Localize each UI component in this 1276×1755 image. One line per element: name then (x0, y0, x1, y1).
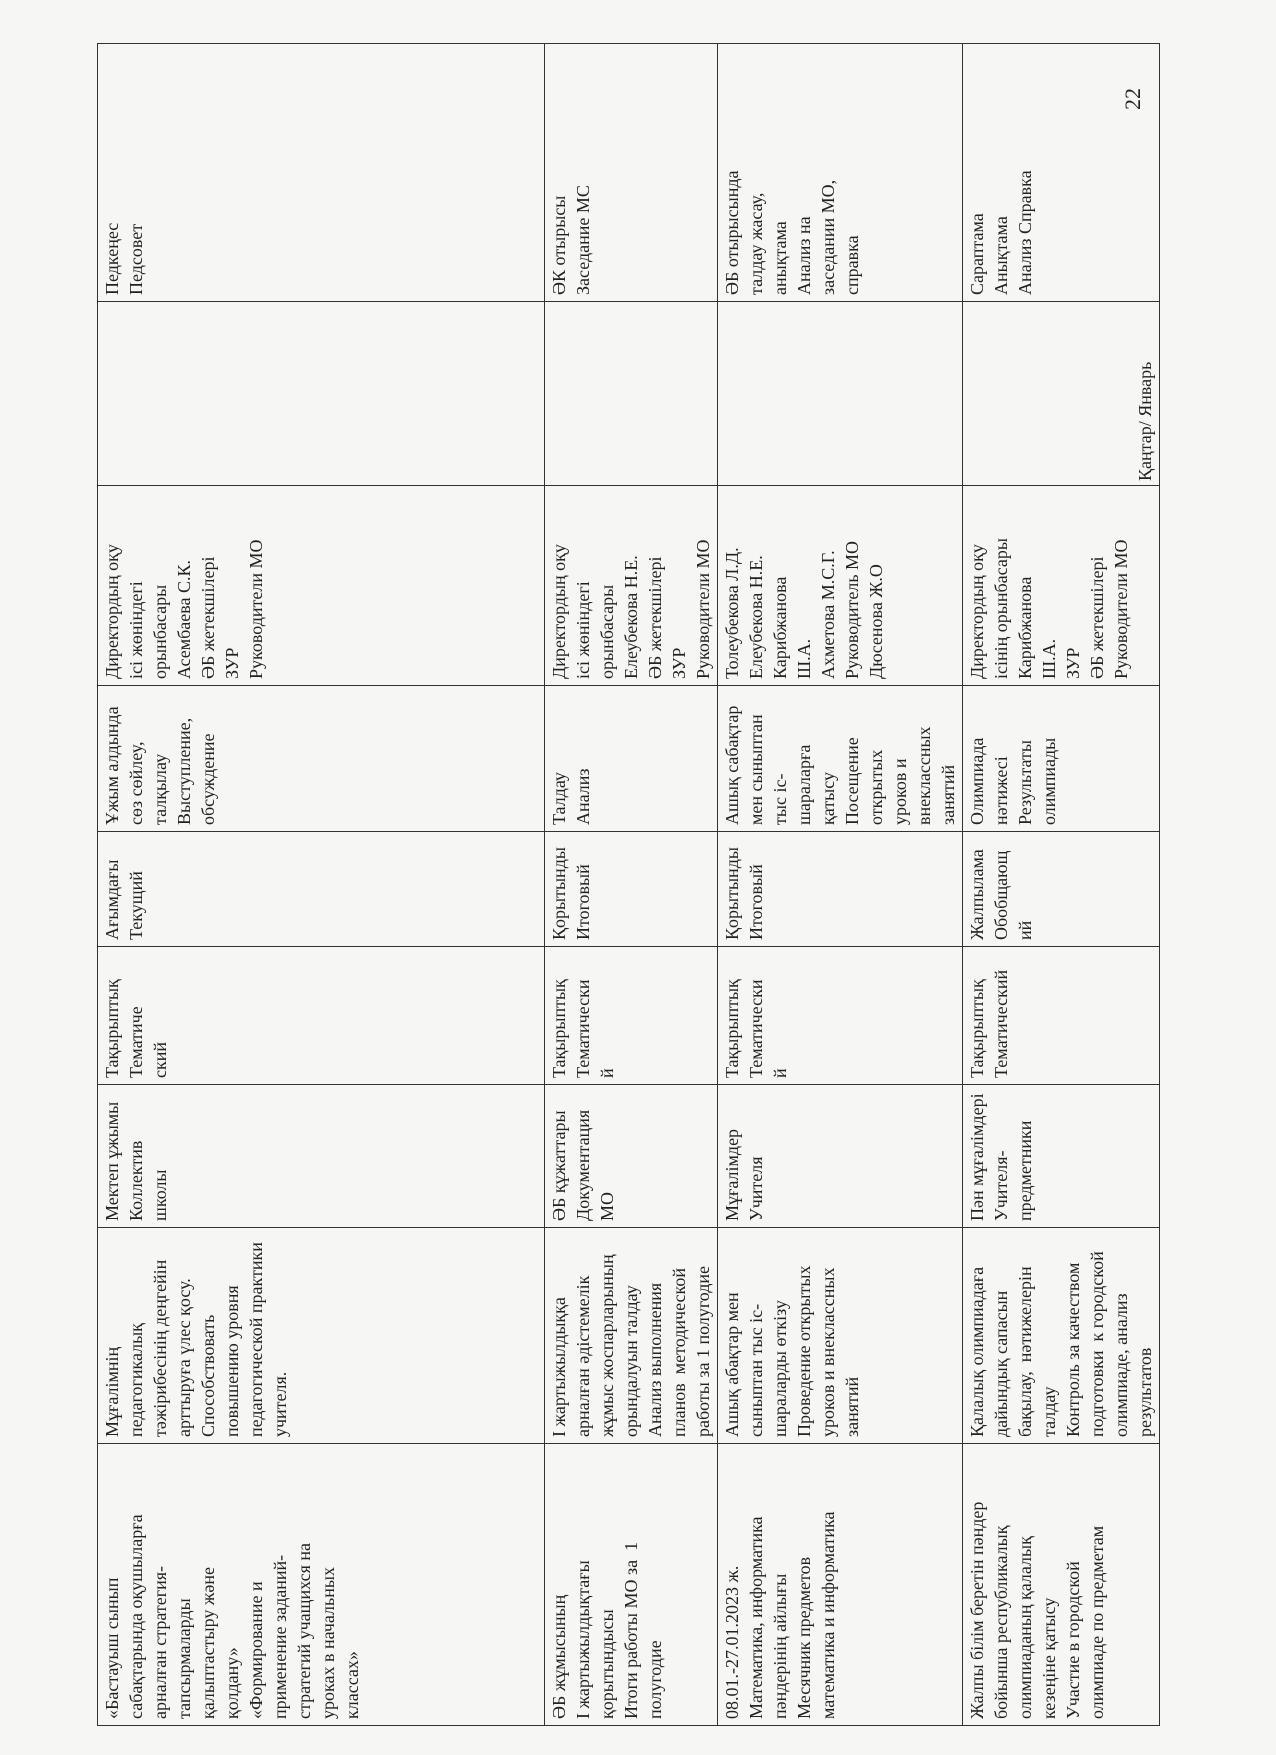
cell-text: сабақтарында оқушыларға (126, 1514, 146, 1719)
cell-text: ӘБ отырысында (722, 170, 742, 295)
cell-text: қорытындысы (597, 1609, 617, 1719)
cell-text: мен сыныптан (746, 714, 766, 825)
cell-text: Директордың оқу (967, 544, 987, 679)
cell-month (98, 302, 545, 486)
cell-text: кезеңіне қатысу (1039, 1597, 1059, 1719)
cell-result (545, 44, 718, 302)
cell-text: школы (150, 1169, 170, 1221)
cell-text: Результаты (1015, 740, 1035, 825)
cell-text: Итоговый (746, 864, 766, 940)
cell-text: Анализ (573, 768, 593, 825)
cell-text: работы за 1 полугодие (693, 1265, 713, 1437)
cell-text: Участие в городской (1063, 1561, 1083, 1719)
cell-text: орынбасары (597, 584, 617, 679)
cell-text: Обобщающ (991, 850, 1011, 940)
cell-text: справка (842, 235, 862, 295)
cell-text: қалыптастыру және (198, 1567, 218, 1719)
cell-text: Олимпиада (967, 737, 987, 825)
cell-text: Тақырыптық (549, 979, 569, 1078)
cell-text: бойынша республикалық (991, 1525, 1011, 1719)
cell-text: Проведение открытых (794, 1265, 814, 1437)
cell-method (718, 686, 963, 832)
cell-text: Пән мұғалімдері (967, 1093, 987, 1221)
cell-text: анықтама (770, 221, 790, 295)
cell-text: Месячник предметов (794, 1556, 814, 1719)
cell-text: нәтижесі (991, 756, 1011, 825)
cell-text: Директордың оқу (102, 544, 122, 679)
cell-text: Қорытынды (549, 847, 569, 940)
cell-text: Учителя (746, 1156, 766, 1221)
cell-text: тапсырмаларды (174, 1598, 194, 1719)
cell-topic (545, 1444, 718, 1726)
cell-text: Тематический (991, 969, 1011, 1078)
cell-text: арналған стратегия- (150, 1566, 170, 1719)
table-row (545, 44, 718, 1726)
cell-text: Ағымдағы (102, 859, 122, 940)
cell-text: ӘБ жұмысының (549, 1594, 569, 1719)
cell-text: повышению уровня (222, 1285, 242, 1437)
cell-result (963, 44, 1160, 302)
cell-text: «Бастауыш сынып (102, 1577, 122, 1719)
cell-text: Ш.А. (794, 638, 814, 679)
cell-text: тәжірибесінің деңгейін (150, 1259, 170, 1437)
cell-text: сөз сөйлеу, (126, 741, 146, 825)
cell-type (718, 947, 963, 1085)
cell-text: Руководители МО (693, 539, 713, 679)
cell-text: Қорытынды (722, 847, 742, 940)
cell-text: Анализ на (794, 216, 814, 295)
cell-goal (545, 1228, 718, 1444)
cell-topic (98, 1444, 545, 1726)
cell-form (98, 832, 545, 947)
cell-month (963, 302, 1160, 486)
cell-text: занятий (938, 764, 958, 825)
cell-text: результатов (1135, 1347, 1155, 1437)
cell-text: ЗУР (669, 647, 689, 679)
cell-text: талдау жасау, (746, 192, 766, 295)
cell-text: Тематиче (126, 1006, 146, 1078)
cell-text: Коллектив (126, 1140, 146, 1221)
cell-text: Текущий (126, 871, 146, 940)
cell-text: орындалуын талдау (621, 1285, 641, 1437)
cell-text: қатысу (818, 772, 838, 825)
cell-text: ӘБ жетекшілері (198, 556, 218, 679)
cell-text: Мұғалімнің педагогикалық (102, 1323, 146, 1437)
cell-text: тыс іс- (770, 773, 790, 825)
cell-text: уроков и (890, 758, 910, 825)
cell-text: Толеубекова Л.Д. (722, 547, 742, 679)
cell-text: Руководители МО (1111, 539, 1131, 679)
cell-text: предметники (1015, 1120, 1035, 1221)
cell-text: Анықтама (991, 216, 1011, 295)
cell-text: стратегий учащихся на (294, 1542, 314, 1719)
cell-text: математика и информатика (818, 1511, 838, 1719)
cell-text: қолдану» (222, 1647, 242, 1719)
cell-responsible (718, 486, 963, 686)
cell-text: обсуждение (198, 733, 218, 825)
cell-text: МО (597, 1191, 617, 1221)
cell-text: Тематически (746, 979, 766, 1078)
cell-month (718, 302, 963, 486)
cell-responsible (98, 486, 545, 686)
cell-text: Посещение (842, 737, 862, 825)
cell-topic (963, 1444, 1160, 1726)
cell-text: Дюсенова Ж.О (866, 564, 886, 679)
cell-text: классах» (342, 1651, 362, 1719)
cell-text: полугодие (645, 1640, 665, 1719)
cell-text: ЗУР (222, 647, 242, 679)
cell-text: Ұжым алдында (102, 706, 122, 825)
cell-text: Жалпылама (967, 849, 987, 940)
cell-text: ЗУР (1063, 647, 1083, 679)
cell-text: Педсовет (126, 223, 146, 295)
cell-text: Заседание МС (573, 185, 593, 295)
cell-text: ісінің орынбасары (991, 538, 1011, 679)
cell-text: Руководители МО (246, 539, 266, 679)
cell-text: Елеубекова Н.Е. (621, 555, 641, 679)
table-row (718, 44, 963, 1726)
cell-text: талқылау (150, 753, 170, 825)
cell-goal (963, 1228, 1160, 1444)
cell-text: 08.01.-27.01.2023 ж. (722, 1565, 742, 1719)
cell-result (718, 44, 963, 302)
cell-month (545, 302, 718, 486)
cell-text: й (597, 1068, 617, 1078)
cell-text: жұмыс жоспарларының (597, 1254, 617, 1437)
cell-text: й (770, 1068, 790, 1078)
cell-text: олимпиаде по предметам (1087, 1525, 1107, 1719)
cell-text: Ахметова М.С.Г. (818, 550, 838, 679)
cell-text: Мектеп ұжымы (102, 1101, 122, 1221)
cell-text: педагогической практики (246, 1242, 266, 1437)
month-label: Қаңтар/ Январь (1135, 361, 1155, 481)
cell-text: пәндерінің айлығы (770, 1573, 790, 1719)
cell-text: Жалпы білім беретін пәндер (967, 1501, 987, 1719)
cell-text: внеклассных (914, 726, 934, 825)
cell-text: Тақырыптық (967, 979, 987, 1078)
cell-text: планов методической (669, 1268, 689, 1437)
cell-text: шараларға (794, 744, 814, 825)
cell-text: Итоговый (573, 864, 593, 940)
cell-text: подготовки к городской (1087, 1251, 1107, 1437)
cell-topic (718, 1444, 963, 1726)
cell-text: ий (1015, 920, 1035, 940)
cell-text: применение заданий- (270, 1554, 290, 1719)
cell-text: ӘБ жетекшілері (1087, 556, 1107, 679)
cell-text: арналған әдістемелік (573, 1275, 593, 1437)
cell-responsible (963, 486, 1160, 686)
cell-type (963, 947, 1160, 1085)
cell-form (718, 832, 963, 947)
page-number: 22 (1120, 88, 1145, 110)
cell-text: ӘБ жетекшілері (645, 556, 665, 679)
cell-form (545, 832, 718, 947)
cell-text: Асембаева С.К. (174, 559, 194, 679)
cell-text: ӘК отырысы (549, 195, 569, 295)
cell-text: уроков и внеклассных (818, 1267, 838, 1437)
cell-method (545, 686, 718, 832)
cell-text: заседании МО, (818, 179, 838, 295)
cell-text: Тематически (573, 979, 593, 1078)
cell-object (718, 1085, 963, 1228)
cell-text: Документация (573, 1109, 593, 1221)
cell-text: ӘБ құжаттары (549, 1110, 569, 1221)
cell-text: І жартыжылдықтағы (573, 1560, 593, 1719)
cell-text: орынбасары (150, 584, 170, 679)
cell-text: Талдау (549, 772, 569, 825)
cell-method (963, 686, 1160, 832)
cell-text: олимпиады (1039, 737, 1059, 825)
cell-text: сыныптан тыс іс- (746, 1303, 766, 1437)
cell-text: Итоги работы МО за 1 (621, 1541, 641, 1719)
cell-text: Педкеңес (102, 222, 122, 295)
cell-text: Елеубекова Н.Е. (746, 555, 766, 679)
cell-text: занятий (842, 1376, 862, 1437)
cell-text: Карибжанова (1015, 576, 1035, 679)
cell-text: Тақырыптық (722, 979, 742, 1078)
cell-text: Анализ Справка (1015, 170, 1035, 295)
cell-text: Учителя- (991, 1150, 1011, 1221)
cell-object (98, 1085, 545, 1228)
cell-text: Ш.А. (1039, 638, 1059, 679)
cell-text: І жартыжылдыққа (549, 1297, 569, 1437)
cell-goal (98, 1228, 545, 1444)
cell-text: учителя. (270, 1371, 290, 1437)
cell-text: ісі жөніндегі (573, 581, 593, 679)
cell-text: шараларды өткізу (770, 1300, 790, 1437)
cell-text: Директордың оқу (549, 544, 569, 679)
table-row (963, 44, 1160, 1726)
cell-text: Руководитель МО (842, 540, 862, 679)
cell-text: Ашық сабақтар (722, 705, 742, 825)
table-row (98, 44, 545, 1726)
cell-text: Способствовать (198, 1314, 218, 1437)
cell-text: Қалалық олимпиадаға (967, 1266, 987, 1437)
cell-text: Карибжанова (770, 576, 790, 679)
cell-text: уроках в начальных (318, 1567, 338, 1719)
cell-text: Математика, информатика (746, 1516, 766, 1719)
plan-table (97, 43, 1160, 1726)
cell-text: Тақырыптық (102, 979, 122, 1078)
cell-text: Сараптама (967, 213, 987, 295)
cell-text: олимпиаданың қалалық (1015, 1536, 1035, 1719)
cell-text: Контроль за качеством (1063, 1262, 1083, 1437)
cell-text: «Формирование и (246, 1581, 266, 1719)
cell-object (545, 1085, 718, 1228)
cell-method (98, 686, 545, 832)
cell-text: арттыруға үлес қосу. (174, 1278, 194, 1437)
cell-type (545, 947, 718, 1085)
cell-text: открытых (866, 749, 886, 825)
cell-text: бақылау, нәтижелерін (1015, 1266, 1035, 1437)
cell-text: Мұғалімдер (722, 1128, 742, 1221)
cell-text: Ашық абақтар мен (722, 1292, 742, 1437)
cell-text: дайындық сапасын (991, 1290, 1011, 1437)
cell-text: ісі жөніндегі (126, 581, 146, 679)
cell-text: ский (150, 1042, 170, 1078)
cell-text: Анализ выполнения (645, 1282, 665, 1437)
cell-result (98, 44, 545, 302)
cell-text: Выступление, (174, 717, 194, 825)
cell-form (963, 832, 1160, 947)
cell-text: олимпиаде, анализ (1111, 1293, 1131, 1437)
cell-object (963, 1085, 1160, 1228)
cell-responsible (545, 486, 718, 686)
cell-text: талдау (1039, 1386, 1059, 1437)
cell-type (98, 947, 545, 1085)
cell-goal (718, 1228, 963, 1444)
